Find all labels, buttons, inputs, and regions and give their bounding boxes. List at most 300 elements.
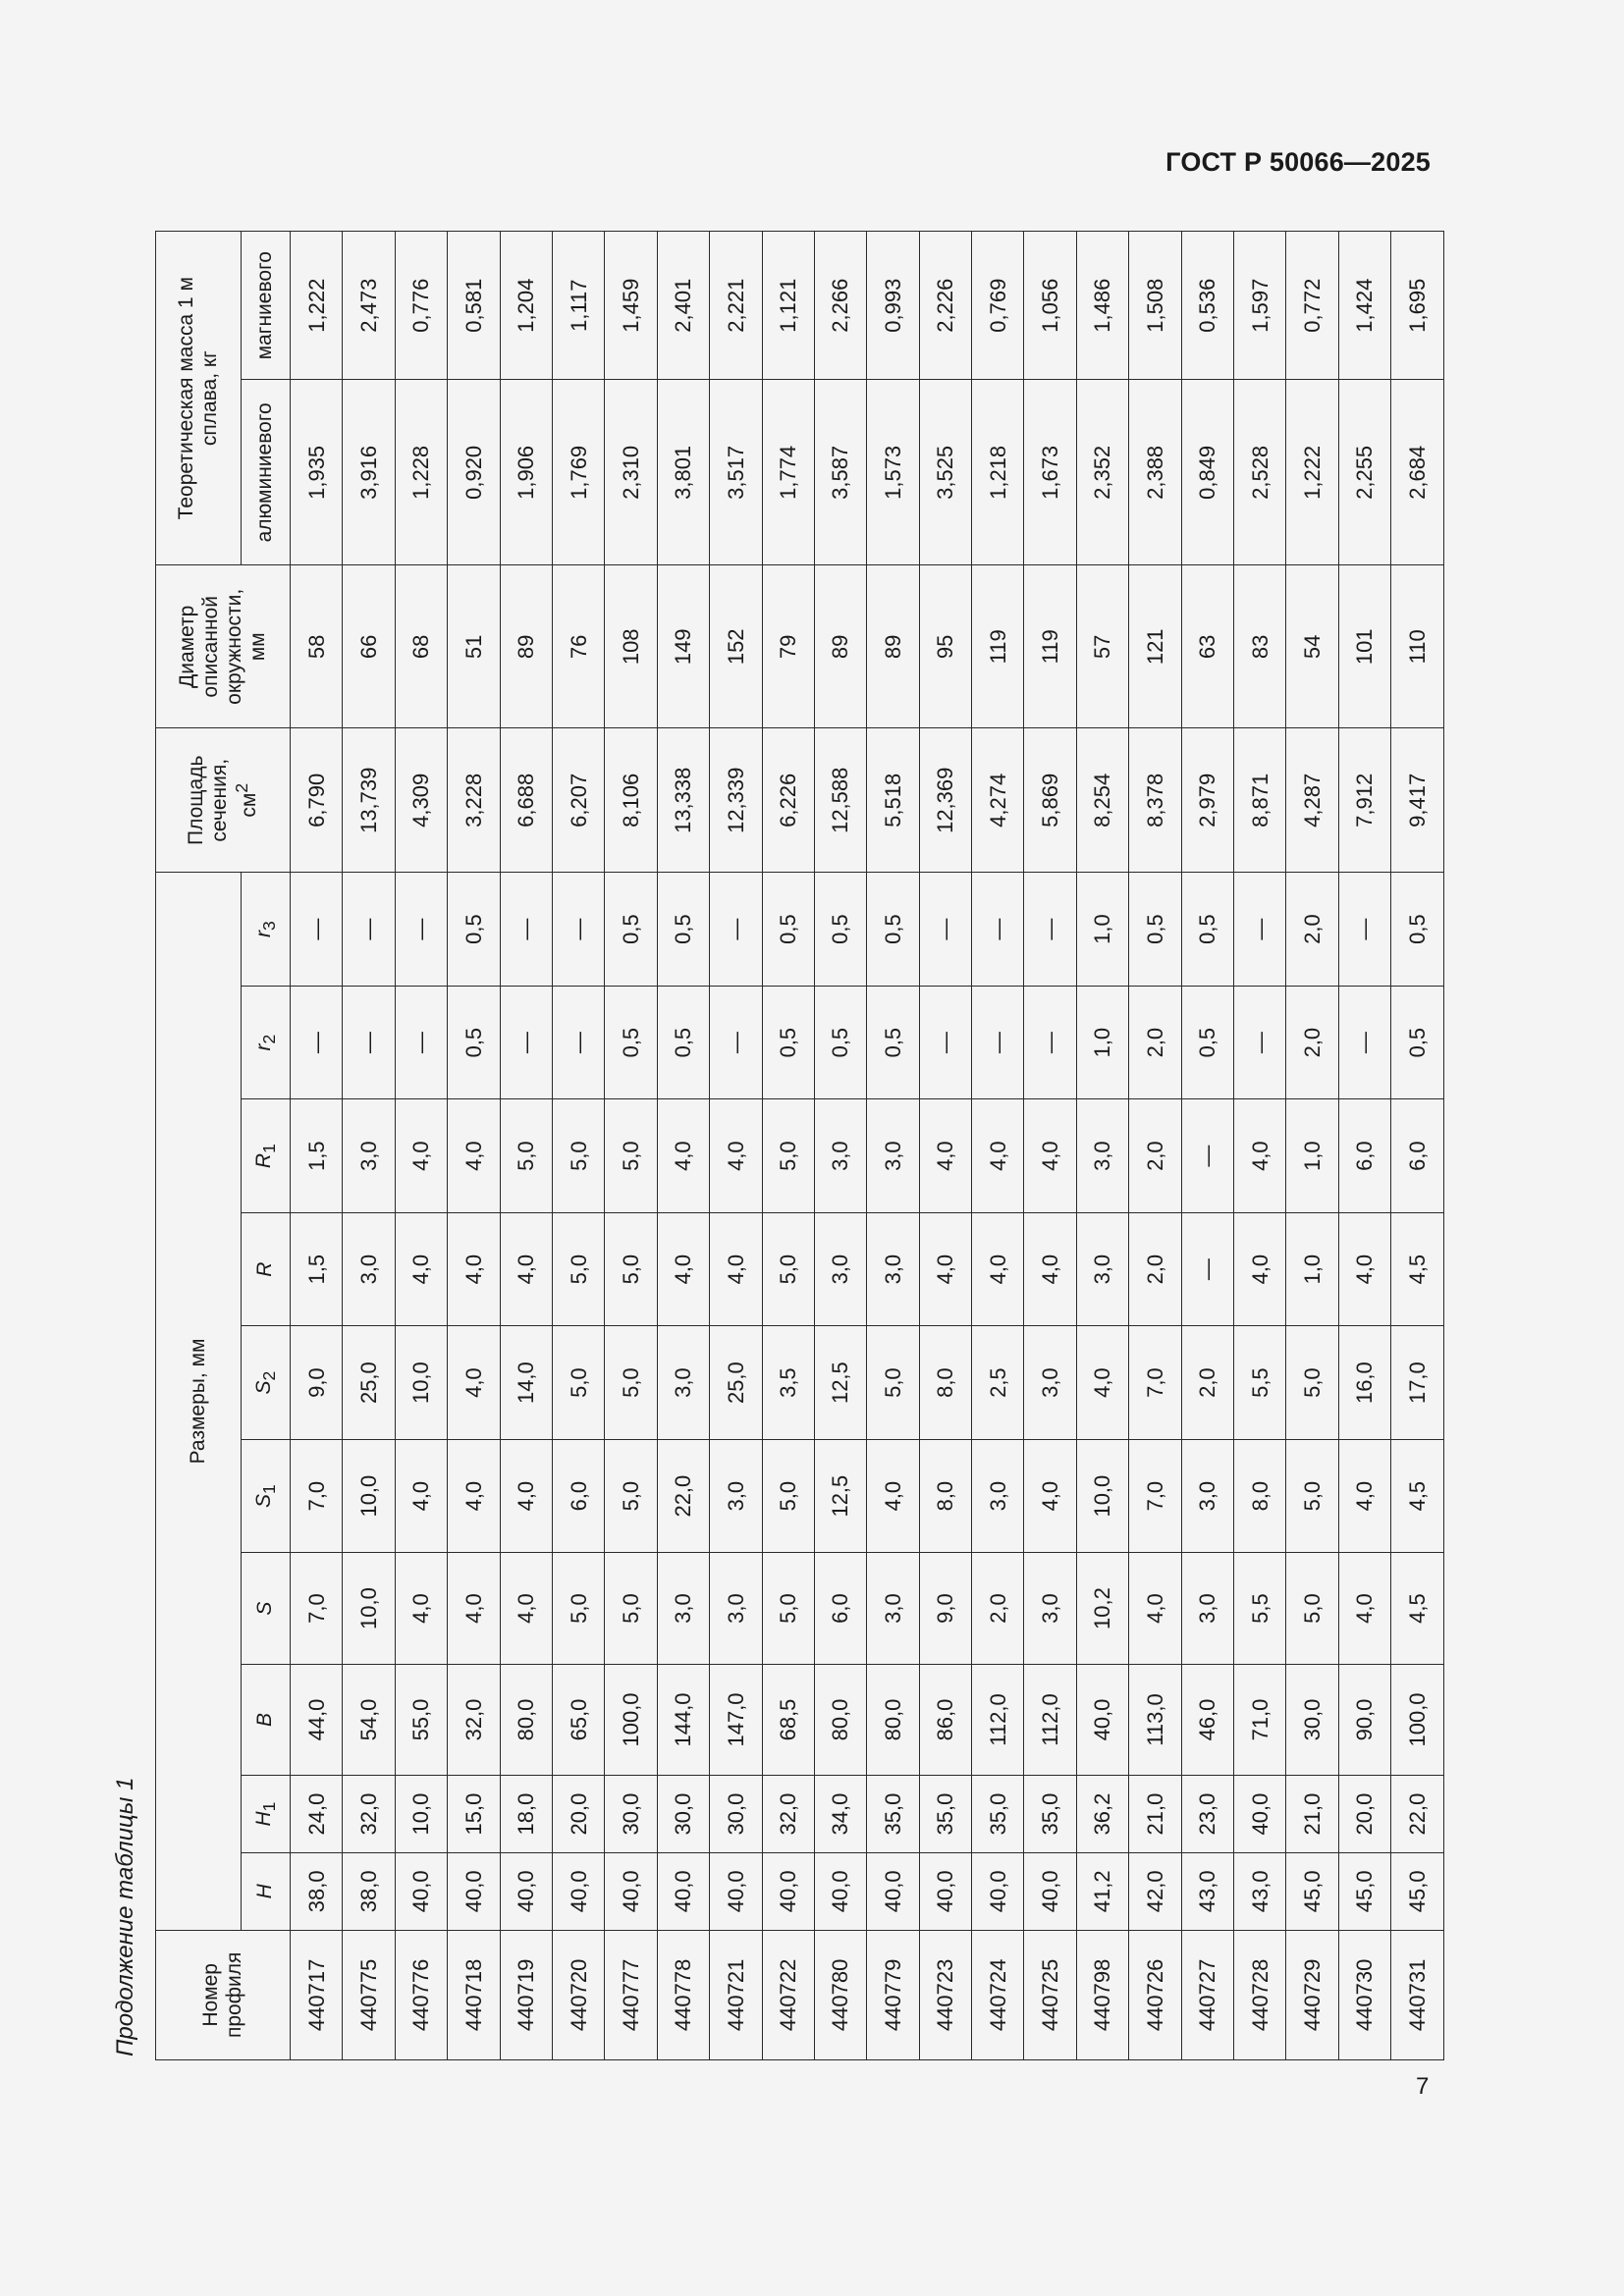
table-cell: 4,0 [1338,1439,1390,1553]
table-cell: 3,525 [919,380,971,565]
table-cell: 21,0 [1129,1776,1181,1853]
table-row [1024,232,1076,2060]
table-cell: 40,0 [762,1852,814,1930]
table-cell: 5,0 [552,1326,604,1440]
table-cell: 4,0 [1024,1212,1076,1326]
table-cell: 4,0 [710,1099,762,1213]
table-cell: 440780 [814,1930,866,2059]
table-cell: 21,0 [1286,1776,1338,1853]
table-row [500,232,552,2060]
col-header-S2: $S_2$ [242,1326,291,1440]
table-cell: 0,5 [1181,986,1233,1099]
table-cell: 2,0 [1286,986,1338,1099]
table-cell: 121 [1129,565,1181,728]
table-cell: 20,0 [1338,1776,1390,1853]
table-cell: 76 [552,565,604,728]
table-cell: 0,5 [1181,873,1233,987]
table-cell: 10,0 [343,1553,395,1664]
table-cell: 30,0 [605,1776,657,1853]
table-cell: 3,517 [710,380,762,565]
col-header-R1: $R_1$ [242,1099,291,1213]
table-cell: 4,0 [448,1439,500,1553]
table-cell: 5,0 [762,1212,814,1326]
table-cell: 68 [395,565,447,728]
table-head [156,232,291,2060]
table-cell: 5,0 [552,1099,604,1213]
table-cell: 3,0 [867,1099,919,1213]
table-cell: 6,0 [552,1439,604,1553]
table-cell: 54 [1286,565,1338,728]
table-cell: 40,0 [552,1852,604,1930]
col-header-mass-magnesium: магниевого [242,232,291,380]
table-cell: 35,0 [919,1776,971,1853]
table-cell: 13,338 [657,728,709,873]
table-cell: 40,0 [448,1852,500,1930]
table-cell: 6,0 [1391,1099,1443,1213]
table-cell: 1,222 [1286,380,1338,565]
table-cell: 1,695 [1391,232,1443,380]
table-row [1286,232,1338,2060]
table-cell: 0,776 [395,232,447,380]
table-cell: 15,0 [448,1776,500,1853]
table-cell: 5,0 [1286,1553,1338,1664]
table-cell: 100,0 [1391,1664,1443,1775]
table-cell: 55,0 [395,1664,447,1775]
table-cell: 0,5 [762,986,814,1099]
table-cell: 3,801 [657,380,709,565]
table-cell: 22,0 [657,1439,709,1553]
table-cell: 32,0 [448,1664,500,1775]
table-cell: 45,0 [1391,1852,1443,1930]
table-cell: 4,0 [500,1553,552,1664]
table-cell: 3,0 [1181,1553,1233,1664]
table-row [710,232,762,2060]
table-cell: 1,0 [1286,1212,1338,1326]
table-cell: 2,221 [710,232,762,380]
table-row [343,232,395,2060]
col-header-S: S [242,1553,291,1664]
table-cell: 16,0 [1338,1326,1390,1440]
table-cell: 10,0 [1076,1439,1128,1553]
col-header-diameter: Диаметр описанной окружности, мм [156,565,291,728]
table-cell: 4,5 [1391,1212,1443,1326]
table-cell: 14,0 [500,1326,552,1440]
header-row-1 [156,232,242,2060]
table-cell: 0,5 [657,986,709,1099]
table-cell: 3,0 [814,1099,866,1213]
table-cell: 40,0 [867,1852,919,1930]
table-cell: 1,5 [291,1212,343,1326]
table-cell: 0,5 [605,873,657,987]
table-cell: 5,5 [1234,1553,1286,1664]
table-cell: 7,0 [291,1439,343,1553]
table-cell: 4,0 [710,1212,762,1326]
table-cell: 144,0 [657,1664,709,1775]
table-cell: 40,0 [657,1852,709,1930]
table-cell: 0,772 [1286,232,1338,380]
table-cell: 17,0 [1391,1326,1443,1440]
table-cell: 1,486 [1076,232,1128,380]
table-cell: 4,5 [1391,1439,1443,1553]
table-cell: 2,352 [1076,380,1128,565]
col-header-dimensions: Размеры, мм [156,873,242,1930]
table-cell: 0,536 [1181,232,1233,380]
table-cell: 3,5 [762,1326,814,1440]
table-cell: 4,0 [395,1099,447,1213]
table-cell: 440729 [1286,1930,1338,2059]
table-cell: 36,2 [1076,1776,1128,1853]
table-cell: 0,581 [448,232,500,380]
table-row [448,232,500,2060]
table-cell: 2,226 [919,232,971,380]
col-header-R: R [242,1212,291,1326]
page-number: 7 [1416,2073,1430,2100]
table-cell: 8,0 [1234,1439,1286,1553]
table-cell: 3,0 [1024,1326,1076,1440]
table-cell: 4,0 [1338,1212,1390,1326]
table-cell: 0,5 [448,986,500,1099]
table-cell: 2,266 [814,232,866,380]
col-header-r2: $r_2$ [242,986,291,1099]
table-cell: 440727 [1181,1930,1233,2059]
table-cell: 6,0 [814,1553,866,1664]
table-cell: 6,790 [291,728,343,873]
table-cell: 65,0 [552,1664,604,1775]
table-cell: 30,0 [710,1776,762,1853]
table-cell: 5,0 [605,1326,657,1440]
table-cell: 1,459 [605,232,657,380]
table-cell: 80,0 [500,1664,552,1775]
table-cell: 1,222 [291,232,343,380]
table-cell: 6,0 [1338,1099,1390,1213]
table-cell: 149 [657,565,709,728]
table-cell: 5,0 [762,1099,814,1213]
table-cell: 40,0 [710,1852,762,1930]
table-cell: 2,0 [1129,1212,1181,1326]
table-cell: 5,0 [605,1099,657,1213]
table-cell: 5,0 [500,1099,552,1213]
table-cell: 112,0 [972,1664,1024,1775]
table-row [657,232,709,2060]
table-cell: 0,5 [1391,986,1443,1099]
table-cell: 4,0 [1234,1212,1286,1326]
table-cell: 9,0 [291,1326,343,1440]
table-cell: 71,0 [1234,1664,1286,1775]
table-cell: 45,0 [1338,1852,1390,1930]
table-cell: — [1181,1212,1233,1326]
table-cell: 1,424 [1338,232,1390,380]
table-cell: 440717 [291,1930,343,2059]
table-cell: 4,0 [867,1439,919,1553]
table-cell: 40,0 [919,1852,971,1930]
table-cell: — [710,986,762,1099]
table-cell: 440723 [919,1930,971,2059]
table-cell: 2,310 [605,380,657,565]
table-cell: 30,0 [1286,1664,1338,1775]
table-cell: 4,0 [395,1553,447,1664]
table-cell: 1,5 [291,1099,343,1213]
table-cell: 4,0 [448,1553,500,1664]
table-cell: 2,0 [1181,1326,1233,1440]
table-cell: — [343,873,395,987]
table-row [1129,232,1181,2060]
table-cell: 1,121 [762,232,814,380]
table-cell: 1,508 [1129,232,1181,380]
table-cell: 0,5 [1129,873,1181,987]
table-cell: 0,5 [448,873,500,987]
table-cell: 43,0 [1234,1852,1286,1930]
table-cell: 43,0 [1181,1852,1233,1930]
col-header-H1: $H_1$ [242,1776,291,1853]
table-cell: 5,0 [552,1212,604,1326]
table-cell: 0,920 [448,380,500,565]
table-row [814,232,866,2060]
table-cell: — [1234,986,1286,1099]
table-row [1076,232,1128,2060]
table-cell: 13,739 [343,728,395,873]
table-cell: — [710,873,762,987]
table-cell: 5,0 [605,1439,657,1553]
table-cell: 0,5 [867,986,919,1099]
table-cell: 42,0 [1129,1852,1181,1930]
table-cell: 4,0 [657,1212,709,1326]
table-cell: 0,769 [972,232,1024,380]
table-row [395,232,447,2060]
table-cell: 40,0 [500,1852,552,1930]
table-caption: Продолжение таблицы 1 [112,1777,138,2056]
table-cell: 4,0 [1024,1439,1076,1553]
table-cell: 23,0 [1181,1776,1233,1853]
table-cell: 1,774 [762,380,814,565]
table-cell: 440722 [762,1930,814,2059]
col-header-mass: Теоретическая масса 1 м сплава, кг [156,232,242,565]
table-cell: 4,0 [1129,1553,1181,1664]
table-cell: 1,228 [395,380,447,565]
table-cell: 3,0 [1024,1553,1076,1664]
table-cell: 1,056 [1024,232,1076,380]
table-cell: 2,388 [1129,380,1181,565]
table-cell: 440720 [552,1930,604,2059]
table-cell: 40,0 [1234,1776,1286,1853]
header-row-2 [242,232,291,2060]
col-header-mass-aluminum: алюминиевого [242,380,291,565]
table-cell: 89 [500,565,552,728]
table-cell: 80,0 [867,1664,919,1775]
table-cell: 7,0 [1129,1439,1181,1553]
table-cell: 3,0 [710,1439,762,1553]
col-header-B: B [242,1664,291,1775]
table-cell: 1,769 [552,380,604,565]
col-header-S1: $S_1$ [242,1439,291,1553]
table-cell: 0,5 [867,873,919,987]
table-cell: 6,688 [500,728,552,873]
table-cell: 440798 [1076,1930,1128,2059]
table-cell: 3,0 [343,1212,395,1326]
table-cell: 35,0 [1024,1776,1076,1853]
table-cell: 1,935 [291,380,343,565]
table-cell: 4,0 [1076,1326,1128,1440]
table-cell: 108 [605,565,657,728]
table-cell: 3,916 [343,380,395,565]
document-header: ГОСТ Р 50066—2025 [1165,147,1431,177]
table-cell: 5,5 [1234,1326,1286,1440]
table-cell: 12,588 [814,728,866,873]
table-row [1234,232,1286,2060]
table-cell: 5,0 [762,1439,814,1553]
table-cell: 3,0 [657,1326,709,1440]
table-cell: 6,226 [762,728,814,873]
table-cell: 83 [1234,565,1286,728]
table-cell: 119 [972,565,1024,728]
table-cell: 5,0 [1286,1326,1338,1440]
table-cell: 89 [867,565,919,728]
table-cell: 2,528 [1234,380,1286,565]
table-cell: 40,0 [1024,1852,1076,1930]
table-cell: 440724 [972,1930,1024,2059]
table-cell: — [552,986,604,1099]
table-cell: 4,0 [448,1326,500,1440]
table-cell: 3,0 [972,1439,1024,1553]
table-cell: 3,0 [657,1553,709,1664]
table-cell: 9,0 [919,1553,971,1664]
table-cell: — [291,986,343,1099]
table-cell: 2,0 [1129,1099,1181,1213]
table-cell: 440777 [605,1930,657,2059]
table-cell: 8,0 [919,1326,971,1440]
table-cell: 40,0 [972,1852,1024,1930]
table-cell: 41,2 [1076,1852,1128,1930]
table-cell: 32,0 [343,1776,395,1853]
table-cell: 440725 [1024,1930,1076,2059]
table-cell: — [395,986,447,1099]
table-cell: 6,207 [552,728,604,873]
table-cell: 35,0 [867,1776,919,1853]
table-cell: 100,0 [605,1664,657,1775]
table-cell: 51 [448,565,500,728]
table-cell: 2,473 [343,232,395,380]
table-cell: 1,0 [1286,1099,1338,1213]
table-cell: 35,0 [972,1776,1024,1853]
table-cell: 4,0 [657,1099,709,1213]
table-cell: — [1181,1099,1233,1213]
col-header-area: Площадь сечения, $см^2$ [156,728,291,873]
table-cell: 5,518 [867,728,919,873]
table-cell: 54,0 [343,1664,395,1775]
table-cell: 0,849 [1181,380,1233,565]
table-cell: 86,0 [919,1664,971,1775]
table-cell: 1,573 [867,380,919,565]
table-cell: 22,0 [1391,1776,1443,1853]
table-cell: 12,339 [710,728,762,873]
table-cell: 12,369 [919,728,971,873]
table-cell: 57 [1076,565,1128,728]
table-cell: 0,993 [867,232,919,380]
table-cell: 40,0 [814,1852,866,1930]
table-cell: 4,0 [448,1212,500,1326]
table-cell: 4,0 [919,1212,971,1326]
table-cell: 45,0 [1286,1852,1338,1930]
table-cell: 4,0 [395,1212,447,1326]
table-cell: 7,0 [1129,1326,1181,1440]
table-cell: 79 [762,565,814,728]
table-cell: 5,0 [552,1553,604,1664]
table-cell: 40,0 [1076,1664,1128,1775]
table-cell: — [972,986,1024,1099]
table-cell: 34,0 [814,1776,866,1853]
table-cell: 3,0 [814,1212,866,1326]
table-cell: 1,0 [1076,986,1128,1099]
table-row [1181,232,1233,2060]
table-cell: 10,0 [343,1439,395,1553]
table-row [867,232,919,2060]
table-cell: 3,0 [710,1553,762,1664]
table-cell: 1,906 [500,380,552,565]
table-cell: 0,5 [1391,873,1443,987]
table-cell: 4,287 [1286,728,1338,873]
table-cell: 3,0 [1076,1099,1128,1213]
table-cell: 5,0 [605,1212,657,1326]
table-cell: 38,0 [343,1852,395,1930]
table-cell: 4,0 [1338,1553,1390,1664]
table-cell: 1,673 [1024,380,1076,565]
table-cell: 12,5 [814,1439,866,1553]
table-cell: 3,0 [867,1212,919,1326]
table-cell: 9,417 [1391,728,1443,873]
table-cell: 4,0 [500,1439,552,1553]
table-cell: 4,0 [919,1099,971,1213]
table-cell: 25,0 [343,1326,395,1440]
table-cell: 1,218 [972,380,1024,565]
table-cell: — [1234,873,1286,987]
table-cell: 90,0 [1338,1664,1390,1775]
table-cell: 1,204 [500,232,552,380]
rotated-table-container [155,231,1431,2060]
table-cell: 0,5 [657,873,709,987]
table-cell: 440775 [343,1930,395,2059]
table-cell: 440731 [1391,1930,1443,2059]
table-cell: 4,5 [1391,1553,1443,1664]
table-cell: 4,0 [1024,1099,1076,1213]
table-cell: — [1024,873,1076,987]
table-cell: 3,0 [1076,1212,1128,1326]
table-cell: — [343,986,395,1099]
table-row [919,232,971,2060]
table-cell: 4,0 [972,1212,1024,1326]
table-row [1338,232,1390,2060]
table-cell: 10,2 [1076,1553,1128,1664]
table-cell: — [972,873,1024,987]
table-cell: 440721 [710,1930,762,2059]
table-cell: 113,0 [1129,1664,1181,1775]
table-cell: 24,0 [291,1776,343,1853]
table-cell: — [395,873,447,987]
table-row [552,232,604,2060]
table-cell: 147,0 [710,1664,762,1775]
table-cell: 44,0 [291,1664,343,1775]
profile-table [155,231,1444,2060]
table-cell: — [552,873,604,987]
table-cell: 10,0 [395,1776,447,1853]
table-cell: 38,0 [291,1852,343,1930]
table-cell: 3,0 [1181,1439,1233,1553]
table-cell: 5,0 [867,1326,919,1440]
table-cell: 3,228 [448,728,500,873]
table-cell: 2,255 [1338,380,1390,565]
table-cell: 0,5 [605,986,657,1099]
table-cell: 46,0 [1181,1664,1233,1775]
table-cell: 25,0 [710,1326,762,1440]
table-cell: 1,597 [1234,232,1286,380]
